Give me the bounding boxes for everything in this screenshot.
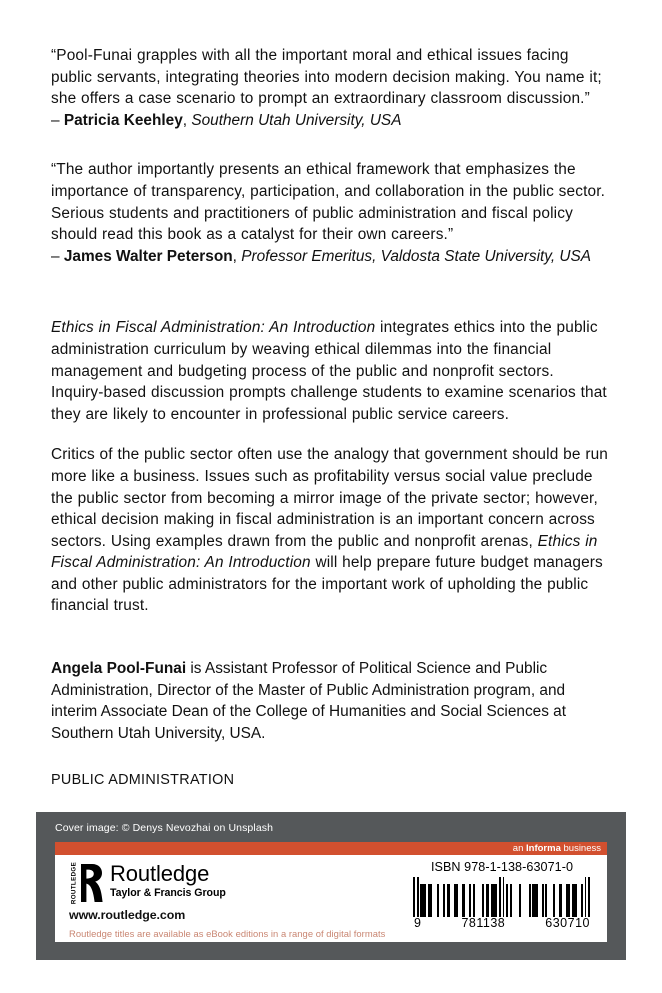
description-paragraph-2-post: will help prepare future budget managers and other public administrators for the important work of upholding the public financial trust. bbox=[51, 554, 603, 615]
book-title-mention-2: Ethics in Fiscal Administration: An Introduction bbox=[51, 532, 598, 572]
content-column bbox=[51, 45, 611, 790]
book-title-mention-1: Ethics in Fiscal Administration: An Introduction bbox=[51, 319, 376, 337]
routledge-logo[interactable] bbox=[69, 862, 226, 904]
description-paragraph-2 bbox=[51, 444, 611, 617]
publisher-footer-panel bbox=[36, 812, 626, 960]
routledge-logo-vertical-text bbox=[69, 862, 79, 904]
barcode-group-2: 630710 bbox=[545, 916, 590, 930]
endorsement-separator-1: , bbox=[182, 111, 192, 129]
barcode-digit-lead: 9 bbox=[414, 916, 422, 930]
informa-label bbox=[513, 843, 601, 854]
author-bio-text: is Assistant Professor of Political Science and Public Administration, Director of the Master of Public Administration program, and interim Associate Dean of the College of Humanities and Social Sciences at Southern Utah University, USA. bbox=[51, 660, 567, 742]
barcode-digits bbox=[413, 916, 591, 930]
description-paragraph-1 bbox=[51, 317, 611, 425]
description-paragraph-1-text: integrates ethics into the public administration curriculum by weaving ethical dilemmas into the financial management and budgeting process of the public and nonprofit sectors. Inquiry-based discussion prompts challenge students to examine scenarios that they are likely to encounter in professional public service careers. bbox=[51, 319, 607, 423]
author-bio bbox=[51, 658, 611, 744]
routledge-logo-words bbox=[110, 862, 226, 899]
endorsement-dash-1: – bbox=[51, 111, 64, 129]
ebook-availability-note: Routledge titles are available as eBook editions in a range of digital formats bbox=[69, 928, 386, 939]
informa-bar bbox=[55, 842, 607, 855]
endorsement-attribution-2 bbox=[51, 246, 611, 268]
endorsement-dash-2: – bbox=[51, 247, 64, 265]
endorsement-attribution-1 bbox=[51, 110, 611, 132]
description-paragraph-2-pre: Critics of the public sector often use the analogy that government should be run more like a business. Issues such as profitability versus social value preclude the public sector from becoming a mirror image of the private sector; however, ethical decision making in fiscal administration is an important concern across sectors. Using examples drawn from the public and nonprofit arenas, bbox=[51, 446, 609, 550]
routledge-name: Routledge bbox=[110, 861, 210, 886]
isbn-area bbox=[411, 860, 593, 930]
informa-brand: Informa bbox=[526, 843, 561, 854]
endorser-affiliation-1: Southern Utah University, USA bbox=[191, 111, 402, 129]
routledge-tagline: Taylor & Francis Group bbox=[110, 887, 226, 899]
isbn-label: ISBN 978-1-138-63071-0 bbox=[430, 860, 574, 874]
author-name: Angela Pool-Funai bbox=[51, 660, 187, 678]
informa-prefix: an bbox=[512, 843, 527, 854]
publisher-info-box bbox=[55, 842, 607, 942]
endorser-affiliation-2: Professor Emeritus, Valdosta State University, USA bbox=[241, 247, 592, 265]
cover-image-credit: Cover image: © Denys Nevozhai on Unsplash bbox=[55, 822, 274, 834]
barcode-bars bbox=[413, 877, 591, 917]
routledge-logo-mark bbox=[69, 862, 103, 904]
routledge-logo-vertical-label: ROUTLEDGE bbox=[70, 861, 78, 905]
endorsement-quote-2: “The author importantly presents an ethical framework that emphasizes the importance of transparency, participation, and collaboration in the public sector. Serious students and practitioners of public administration and fiscal policy should read this book as a catalyst for their own careers.” bbox=[51, 161, 606, 244]
endorsement-separator-2: , bbox=[232, 247, 242, 265]
bio-gap bbox=[51, 636, 611, 658]
barcode-group-1: 781138 bbox=[461, 916, 506, 930]
section-gap bbox=[51, 295, 611, 317]
endorsement-quote-1: “Pool-Funai grapples with all the important moral and ethical issues facing public servants, integrating theories into modern decision making. You name it; she offers a case scenario to prompt an extraordinary classroom discussion.” bbox=[51, 47, 602, 108]
endorser-name-2: James Walter Peterson bbox=[63, 247, 233, 265]
routledge-r-icon bbox=[79, 862, 103, 904]
endorser-name-1: Patricia Keehley bbox=[63, 111, 183, 129]
routledge-url[interactable]: www.routledge.com bbox=[69, 908, 186, 922]
subject-category: PUBLIC ADMINISTRATION bbox=[51, 772, 235, 789]
informa-suffix: business bbox=[560, 843, 601, 854]
isbn-barcode bbox=[413, 877, 591, 930]
